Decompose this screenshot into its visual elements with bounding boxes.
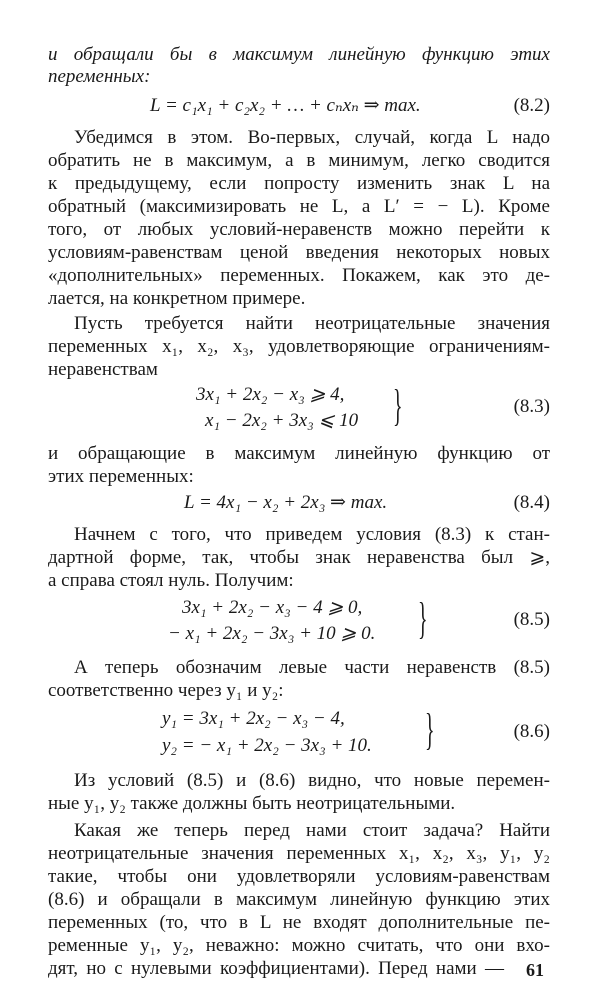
text-line: условиям-равенствам ценой введения некоторых новых	[48, 242, 550, 263]
equation-number: (8.4)	[513, 492, 550, 513]
text-line: того, от любых условий-неравенств можно перейти к	[48, 219, 550, 240]
text-line: неотрицательные значения переменных x₁, x₂, x₃, y₁, y₂	[48, 843, 550, 864]
text-line: Из условий (8.5) и (8.6) видно, что новые перемен-	[74, 770, 550, 791]
formula-8-2: L = c₁x₁ + c₂x₂ + … + cₙxₙ ⇒ max.	[150, 95, 421, 116]
text-line: неравенствам	[48, 359, 158, 380]
formula-8-6a: y₁ = 3x₁ + 2x₂ − x₃ − 4,	[162, 708, 345, 729]
text-line: этих переменных:	[48, 466, 194, 487]
formula-8-3a: 3x₁ + 2x₂ − x₃ ⩾ 4,	[196, 384, 345, 405]
equation-number: (8.3)	[513, 396, 550, 417]
formula-8-5b: − x₁ + 2x₂ − 3x₃ + 10 ⩾ 0.	[168, 623, 376, 644]
equation-number: (8.6)	[513, 721, 550, 742]
text-line: переменных (то, что в L не входят дополнительные пе-	[48, 912, 550, 933]
text-line: «дополнительных» переменных. Покажем, как это де-	[48, 265, 550, 286]
formula-8-5a: 3x₁ + 2x₂ − x₃ − 4 ⩾ 0,	[182, 597, 363, 618]
equation-number: (8.2)	[513, 95, 550, 116]
right-brace-icon: }	[418, 594, 428, 643]
text-line: ные y₁, y₂ также должны быть неотрицательными.	[48, 793, 456, 814]
text-line: Начнем с того, что приведем условия (8.3) к стан-	[74, 524, 550, 545]
text-line: обратный (максимизировать не L, а L′ = − L). Кроме	[48, 196, 550, 217]
page-number: 61	[526, 960, 544, 980]
text-line: дят, но с нулевыми коэффициентами). Перед нами —	[48, 958, 504, 979]
text-line: ременные y₁, y₂, неважно: можно считать, что они вхо-	[48, 935, 550, 956]
text-line: дартной форме, так, чтобы знак неравенства был ⩾,	[48, 547, 550, 568]
text-line: А теперь обозначим левые части неравенств (8.5)	[74, 657, 550, 678]
text-line: соответственно через y₁ и y₂:	[48, 680, 284, 701]
formula-8-4: L = 4x₁ − x₂ + 2x₃ ⇒ max.	[184, 492, 388, 513]
text-line: и обращали бы в максимум линейную функцию этих	[48, 44, 550, 65]
text-line: а справа стоял нуль. Получим:	[48, 570, 294, 591]
text-line: Пусть требуется найти неотрицательные значения	[74, 313, 550, 334]
text-line: и обращающие в максимум линейную функцию от	[48, 443, 550, 464]
text-line: (8.6) и обращали в максимум линейную функцию этих	[48, 889, 550, 910]
text-line: Какая же теперь перед нами стоит задача? Найти	[74, 820, 550, 841]
text-line: обратить не в максимум, а в минимум, легко сводится	[48, 150, 550, 171]
formula-8-6b: y₂ = − x₁ + 2x₂ − 3x₃ + 10.	[162, 735, 372, 756]
text-line: лается, на конкретном примере.	[48, 288, 306, 309]
text-line: переменных x₁, x₂, x₃, удовлетворяющие ограничениям-	[48, 336, 550, 357]
text-line: Убедимся в этом. Во-первых, случай, когда L надо	[74, 127, 550, 148]
text-line: такие, чтобы они удовлетворяли условиям-равенствам	[48, 866, 550, 887]
equation-number: (8.5)	[513, 609, 550, 630]
right-brace-icon: }	[393, 381, 403, 430]
text-line: переменных:	[48, 66, 151, 87]
text-line: к предыдущему, если попросту изменить знак L на	[48, 173, 550, 194]
right-brace-icon: }	[425, 705, 435, 754]
formula-8-3b: x₁ − 2x₂ + 3x₃ ⩽ 10	[205, 410, 359, 431]
